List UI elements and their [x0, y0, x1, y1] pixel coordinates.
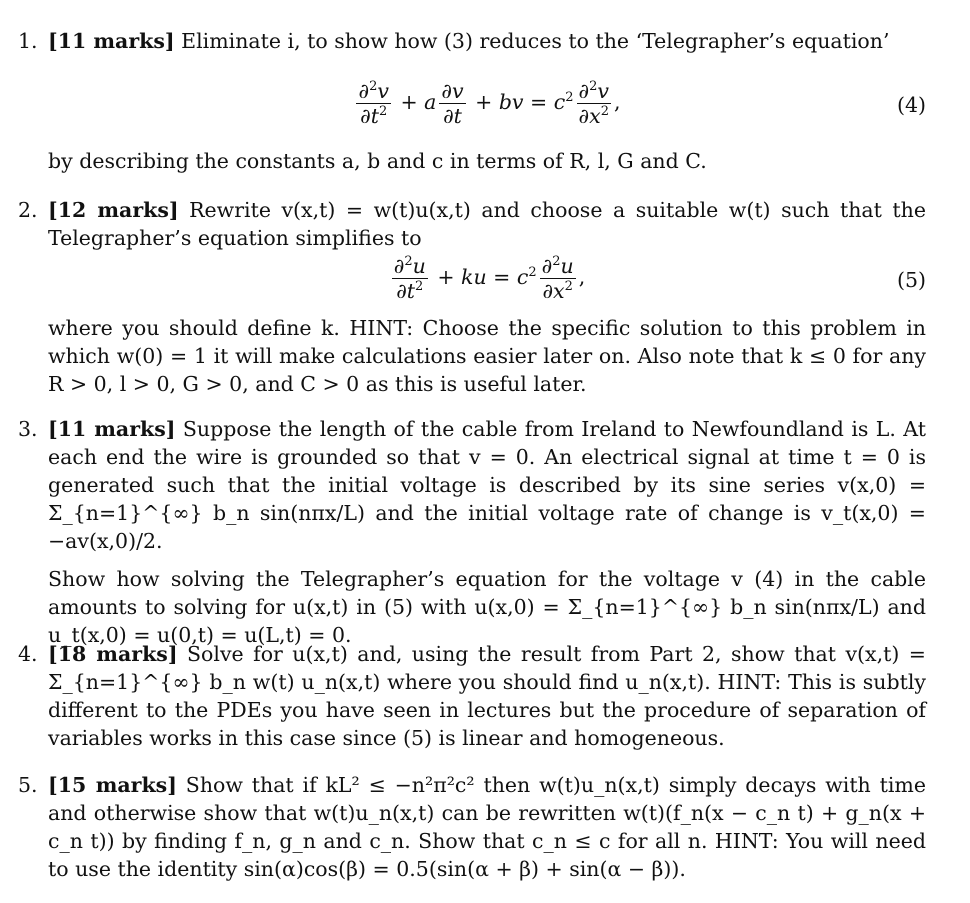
- equation-4-display: $\frac{\partial^2v}{\partial t^2}$ + a $\frac{\partial v}{\partial t}$ + bv = $c^2$ $\frac{\partial^2v}{\partial x^2}$ , (4): [358, 79, 926, 128]
- question-number: 1.: [18, 29, 38, 53]
- question-intro: [48, 196, 926, 252]
- question-number: 4.: [18, 642, 38, 666]
- question-1: [18, 27, 926, 175]
- body-text: Show that if kL² ≤ −n²π²c² then w(t)u_n(x,t) simply decays with time and otherwise show that w(t)u_n(x,t) can be rewritten w(t)(f_n(x − c_n t) + g_n(x + c_n t)) by finding f_n, g_n and c_n. Show that c_n ≤ c for all n. HINT: You will need to use the identity sin(α)cos(β) = 0.5(sin(α + β) + sin(α − β)).: [48, 773, 926, 881]
- question-number: 3.: [18, 417, 38, 441]
- marks-label: [12 marks]: [48, 198, 179, 222]
- body-text: Suppose the length of the cable from Ireland to Newfoundland is L. At each end the wire is grounded so that v = 0. An electrical signal at time t = 0 is generated such that the initial voltage is described by its sine series v(x,0) = Σ_{n=1}^{∞} b_n sin(nπx/L) and the initial voltage rate of change is v_t(x,0) = −av(x,0)/2.: [48, 417, 926, 553]
- question-2: [18, 196, 926, 398]
- question-5: [18, 771, 926, 883]
- question-after-text: by describing the constants a, b and c in terms of R, l, G and C.: [48, 149, 707, 173]
- question-number: 5.: [18, 773, 38, 797]
- question-body: [48, 415, 926, 555]
- intro-text: Rewrite v(x,t) = w(t)u(x,t) and choose a suitable w(t) such that the Telegrapher’s equation simplifies to: [48, 198, 926, 250]
- marks-label: [15 marks]: [48, 773, 177, 797]
- intro-text: Eliminate i, to show how (3) reduces to the ‘Telegrapher’s equation’: [181, 29, 890, 53]
- question-body-2: Show how solving the Telegrapher’s equation for the voltage v (4) in the cable amounts to solving for u(x,t) in (5) with u(x,0) = Σ_{n=1}^{∞} b_n sin(nπx/L) and u_t(x,0) = u(0,t) = u(L,t) = 0.: [48, 567, 926, 647]
- question-4: [18, 640, 926, 752]
- marks-label: [18 marks]: [48, 642, 178, 666]
- question-intro: [48, 27, 926, 55]
- equation-tag: (5): [896, 268, 926, 292]
- marks-label: [11 marks]: [48, 417, 176, 441]
- equation-5-display: $\frac{\partial^2u}{\partial t^2}$ + ku = $c^2$ $\frac{\partial^2u}{\partial x^2}$ , (5): [393, 254, 926, 303]
- equation-tag: (4): [896, 93, 926, 117]
- question-after-text: where you should define k. HINT: Choose the specific solution to this problem in which w(0) = 1 it will make calculations easier later on. Also note that k ≤ 0 for any R > 0, l > 0, G > 0, and C > 0 as this is useful later.: [48, 316, 926, 396]
- body-text: Solve for u(x,t) and, using the result from Part 2, show that v(x,t) = Σ_{n=1}^{∞} b_n w(t) u_n(x,t) where you should find u_n(x,t). HINT: This is subtly different to the PDEs you have seen in lectures but the procedure of separation of variables works in this case since (5) is linear and homogeneous.: [48, 642, 926, 750]
- question-body: [48, 640, 926, 752]
- question-3: [18, 415, 926, 649]
- marks-label: [11 marks]: [48, 29, 175, 53]
- question-number: 2.: [18, 198, 38, 222]
- question-body: [48, 771, 926, 883]
